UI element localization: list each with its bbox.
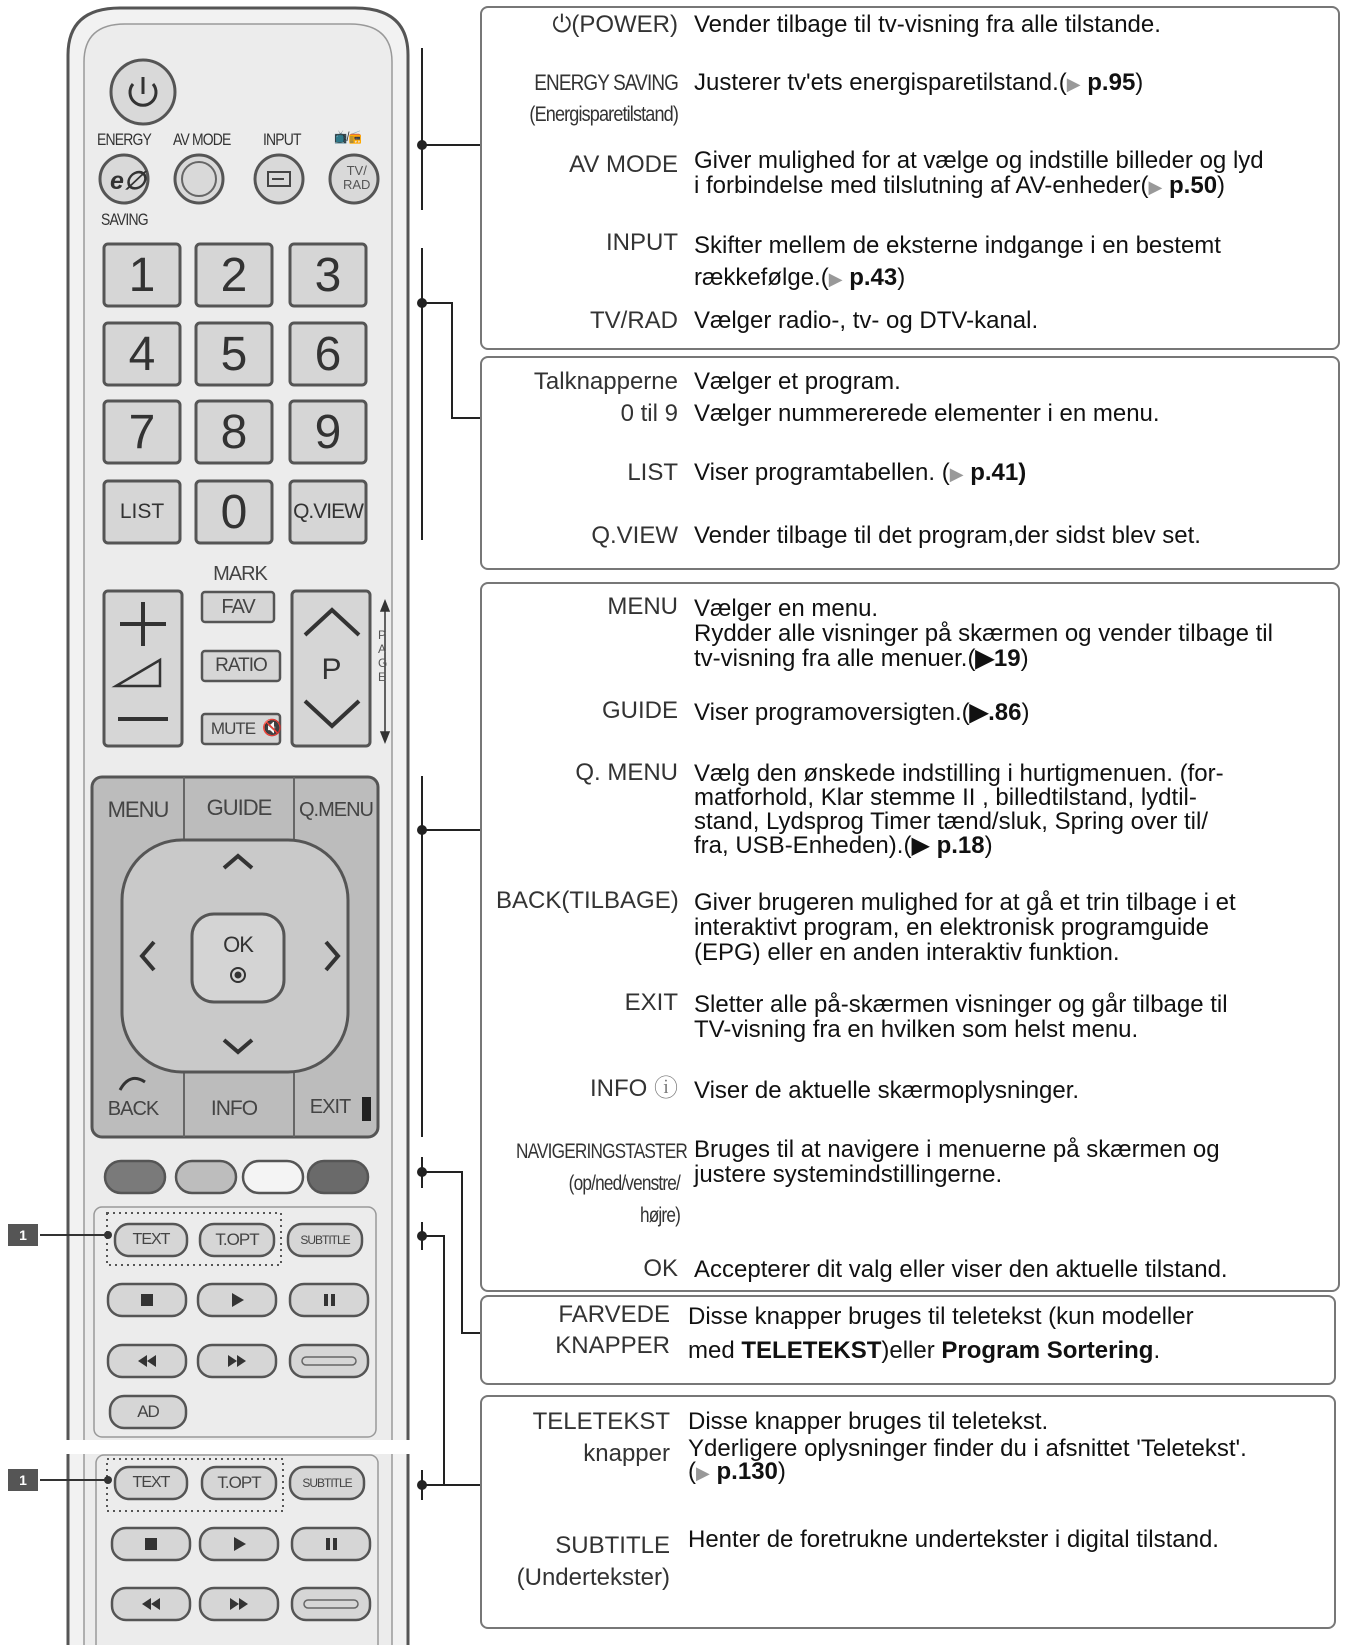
back-term: BACK(TILBAGE) <box>496 888 679 914</box>
guide-button[interactable]: GUIDE <box>206 795 272 820</box>
digit-9-button[interactable]: 9 <box>314 405 342 459</box>
callout-marker-1: 1 <box>8 1224 38 1246</box>
menu-button[interactable]: MENU <box>107 797 169 822</box>
energy-saving-icon: e∅ <box>110 167 146 195</box>
tv-rad-button-label: TV/ RAD <box>343 163 371 192</box>
text-button-label: TEXT <box>132 1231 170 1248</box>
av-mode-label: AV MODE <box>173 130 231 149</box>
input-desc: Skifter mellem de eksterne indgange i en bestemt rækkefølge.(▶ p.43) <box>694 232 1221 291</box>
energy-term-sub: (Energisparetilstand) <box>529 103 678 126</box>
guide-desc: Viser programoversigten.(▶.86) <box>694 699 1030 726</box>
digit-6-button[interactable]: 6 <box>314 327 342 381</box>
subtitle-term: SUBTITLE (Undertekster) <box>516 1532 670 1591</box>
connector-lines <box>400 0 490 1645</box>
ok-desc: Accepterer dit valg eller viser den aktuelle tilstand. <box>694 1256 1228 1283</box>
digit-3-button[interactable]: 3 <box>314 248 342 302</box>
avmode-term: AV MODE <box>569 151 678 178</box>
power-icon-glyph: ⏻ <box>552 11 572 38</box>
program-p-label: P <box>321 653 341 686</box>
exit-desc: Sletter alle på-skærmen visninger og går tilbage til TV-visning fra en hvilken som helst menu. <box>694 991 1228 1043</box>
color-term: FARVEDE KNAPPER <box>555 1301 670 1359</box>
blue-button <box>308 1161 368 1193</box>
teletext-term: TELETEKST knapper <box>532 1408 670 1467</box>
fav-label: FAV <box>221 595 255 618</box>
mute-icon: 🔇 <box>262 720 282 737</box>
qmenu-desc: Vælg den ønskede indstilling i hurtigmenuen. (for- matforhold, Klar stemme II , billedtilstand, lydtil- stand, Lydsprog Timer tænd/sluk, Spring over til/ fra, USB-Enheden).(▶ p.18) <box>694 760 1224 859</box>
qmenu-button[interactable]: Q.MENU <box>299 798 373 821</box>
ratio-label: RATIO <box>215 655 267 676</box>
energy-desc: Justerer tv'ets energisparetilstand.(▶ p.95) <box>694 69 1144 96</box>
talk-desc: Vælger et program. Vælger nummererede elementer i en menu. <box>694 368 1160 427</box>
text-button-label-2: TEXT <box>132 1474 170 1491</box>
list-desc: Viser programtabellen. (▶ p.41) <box>694 459 1027 486</box>
digit-0-button[interactable]: 0 <box>220 485 248 539</box>
yellow-button <box>243 1161 303 1193</box>
mark-label: MARK <box>213 562 267 585</box>
subtitle-desc: Henter de foretrukne undertekster i digital tilstand. <box>688 1526 1219 1553</box>
info-desc: Viser de aktuelle skærmoplysninger. <box>694 1077 1080 1104</box>
digit-7-button[interactable]: 7 <box>128 405 156 459</box>
list-button[interactable]: LIST <box>119 500 165 523</box>
pause-button <box>290 1284 368 1316</box>
digit-8-button[interactable]: 8 <box>220 405 248 459</box>
exit-button[interactable]: EXIT <box>309 1095 351 1118</box>
nav-term: NAVIGERINGSTASTER (op/ned/venstre/ højre) <box>516 1140 688 1227</box>
nav-desc: Bruges til at navigere i menuerne på skærmen og justere systemindstillingerne. <box>694 1136 1220 1188</box>
mute-label: MUTE <box>210 719 256 738</box>
guide-term: GUIDE <box>601 697 678 724</box>
power-desc: Vender tilbage til tv-visning fra alle tilstande. <box>694 11 1161 38</box>
teletext-desc: Disse knapper bruges til teletekst. Yderligere oplysninger finder du i afsnittet 'Teletekst'. (▶ p.130) <box>688 1408 1247 1485</box>
menu-desc: Vælger en menu. Rydder alle visninger på skærmen og vender tilbage til tv-visning fra alle menuer.(▶19) <box>694 595 1273 672</box>
tv-rad-top-label: 📺/📻 <box>334 129 362 144</box>
green-button <box>176 1161 236 1193</box>
info-button[interactable]: INFO <box>210 1097 258 1120</box>
ok-term: OK <box>643 1255 678 1282</box>
subtitle-button-label: SUBTITLE <box>300 1233 350 1247</box>
qmenu-term: Q. MENU <box>575 759 678 786</box>
menu-term: MENU <box>607 593 678 620</box>
avmode-desc: Giver mulighed for at vælge og indstille billeder og lyd i forbindelse med tilslutning af AV-enheder(▶ p.50) <box>694 147 1264 199</box>
info-term: INFO ⓘ <box>590 1075 678 1102</box>
input-term: INPUT <box>606 229 678 256</box>
tvrad-term: TV/RAD <box>589 307 678 334</box>
energy-term: ENERGY SAVING <box>534 70 678 95</box>
back-button[interactable]: BACK <box>107 1097 159 1120</box>
qview-term: Q.VIEW <box>591 522 678 549</box>
talk-term: Talknapperne 0 til 9 <box>533 368 678 427</box>
info-icon: ⓘ <box>654 1075 678 1102</box>
exit-term: EXIT <box>624 989 678 1016</box>
topt-button-label: T.OPT <box>215 1230 259 1249</box>
ad-button-label: AD <box>137 1402 159 1421</box>
color-desc: Disse knapper bruges til teletekst (kun modeller med TELETEKST)eller Program Sortering. <box>688 1303 1194 1364</box>
digit-4-button[interactable]: 4 <box>128 327 156 381</box>
red-button <box>105 1161 165 1193</box>
qview-desc: Vender tilbage til det program,der sidst blev set. <box>694 522 1201 549</box>
ok-label: OK <box>223 932 253 957</box>
callout-marker-1b: 1 <box>8 1469 38 1491</box>
back-desc: Giver brugeren mulighed for at gå et trin tilbage i et interaktivt program, en elektronisk programguide (EPG) eller en anden interaktiv funktion. <box>694 889 1236 966</box>
qview-button[interactable]: Q.VIEW <box>293 500 363 523</box>
saving-label: SAVING <box>101 210 148 229</box>
list-term: LIST <box>627 459 678 486</box>
tvrad-desc: Vælger radio-, tv- og DTV-kanal. <box>694 307 1039 334</box>
energy-label: ENERGY <box>97 130 151 149</box>
page-label: PAGE <box>378 628 388 684</box>
digit-1-button[interactable]: 1 <box>128 248 156 302</box>
digit-2-button[interactable]: 2 <box>220 248 248 302</box>
subtitle-button-label-2: SUBTITLE <box>302 1476 352 1490</box>
power-term: ⏻(POWER) <box>552 11 678 38</box>
input-label: INPUT <box>263 130 301 149</box>
digit-5-button[interactable]: 5 <box>220 327 248 381</box>
topt-button-label-2: T.OPT <box>217 1473 261 1492</box>
